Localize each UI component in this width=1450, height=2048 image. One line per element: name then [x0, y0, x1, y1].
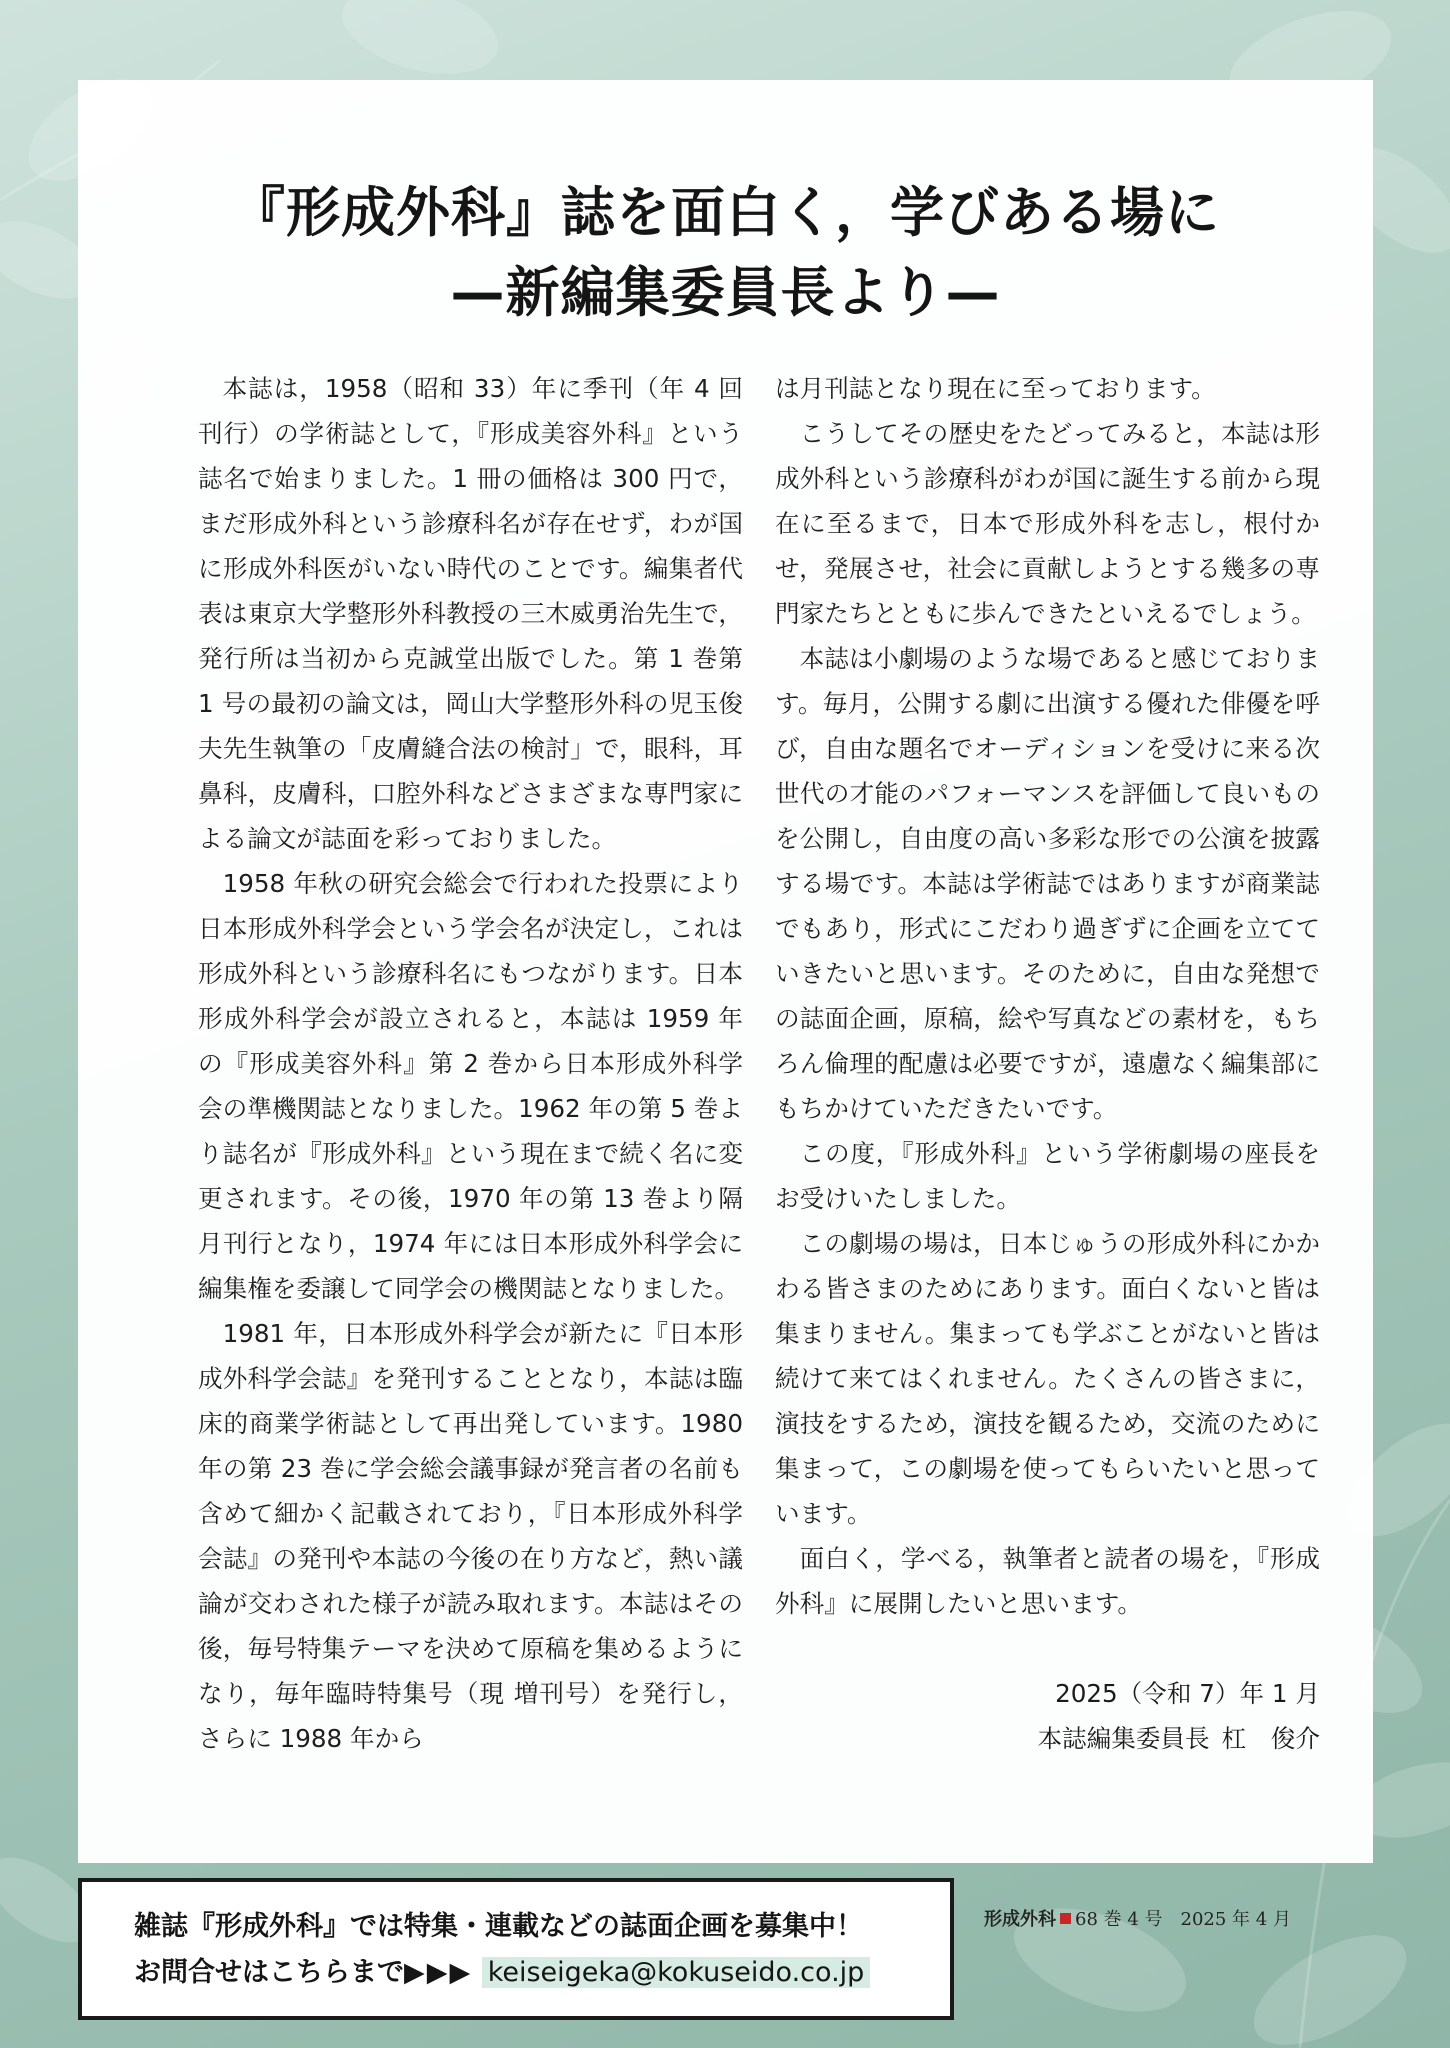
article-subtitle: —新編集委員長より—	[450, 261, 1001, 324]
left-column	[198, 366, 743, 1761]
submission-call-box	[78, 1878, 954, 2020]
arrow-icons: ▶▶▶	[404, 1957, 473, 1988]
right-column	[775, 366, 1320, 1761]
article-panel	[78, 80, 1373, 1863]
article-title: 『形成外科』誌を面白く，学びある場に	[231, 181, 1220, 244]
paragraph: 1981 年，日本形成外科学会が新たに『日本形成外科学会誌』を発刊することとなり，本誌は臨床的商業学術誌として再出発しています。1980 年の第 23 巻に学会総会議事録が発言者の名前も含めて細かく記載されており，『日本形成外科学会誌』の発刊や本誌の今後の在り方など，熱い議論が交わされた様子が読み取れます。本誌はその後，毎号特集テーマを決めて原稿を集めるようになり，毎年臨時特集号（現 増刊号）を発行し，さらに 1988 年から	[198, 1319, 743, 1753]
signature-date: 2025（令和 7）年 1 月	[1055, 1679, 1320, 1708]
paragraph: 面白く，学べる，執筆者と読者の場を，『形成外科』に展開したいと思います。	[775, 1544, 1320, 1618]
paragraph-continued: は月刊誌となり現在に至っております。	[775, 374, 1216, 403]
footer-issue: 68 巻 4 号 2025 年 4 月	[1075, 1909, 1291, 1930]
cta-line-2	[134, 1950, 950, 1996]
cta-contact-text: お問合せはこちらまで	[134, 1957, 404, 1988]
paragraph: 1958 年秋の研究会総会で行われた投票により日本形成外科学会という学会名が決定し，これは形成外科という診療科名にもつながります。日本形成外科学会が設立されると，本誌は 1959 年の『形成美容外科』第 2 巻から日本形成外科学会の準機関誌となりました。1962 年の第 5 巻より誌名が『形成外科』という現在まで続く名に変更されます。その後，1970 年の第 13 巻より隔月刊行となり，1974 年には日本形成外科学会に編集権を委譲して同学会の機関誌となりました。	[198, 869, 743, 1303]
cta-line-1: 雑誌『形成外科』では特集・連載などの誌面企画を募集中！	[134, 1911, 863, 1942]
paragraph: 本誌は，1958（昭和 33）年に季刊（年 4 回刊行）の学術誌として，『形成美容外科』という誌名で始まりました。1 冊の価格は 300 円で，まだ形成外科という診療科名が存在せず，わが国に形成外科医がいない時代のことです。編集者代表は東京大学整形外科教授の三木威勇治先生で，発行所は当初から克誠堂出版でした。第 1 巻第 1 号の最初の論文は，岡山大学整形外科の児玉俊夫先生執筆の「皮膚縫合法の検討」で，眼科，耳鼻科，皮膚科，口腔外科などさまざまな専門家による論文が誌面を彩っておりました。	[198, 374, 743, 853]
contact-email-link[interactable]: keiseigeka@kokuseido.co.jp	[482, 1957, 871, 1988]
paragraph: この度，『形成外科』という学術劇場の座長をお受けいたしました。	[775, 1139, 1320, 1213]
paragraph: 本誌は小劇場のような場であると感じております。毎月，公開する劇に出演する優れた俳優を呼び，自由な題名でオーディションを受けに来る次世代の才能のパフォーマンスを評価して良いものを公開し，自由度の高い多彩な形での公演を披露する場です。本誌は学術誌ではありますが商業誌でもあり，形式にこだわり過ぎずに企画を立てていきたいと思います。そのために，自由な発想での誌面企画，原稿，絵や写真などの素材を，もちろん倫理的配慮は必要ですが，遠慮なく編集部にもちかけていただきたいです。	[775, 644, 1320, 1123]
signature-author	[775, 1716, 1320, 1761]
paragraph: この劇場の場は，日本じゅうの形成外科にかかわる皆さまのためにあります。面白くないと皆は集まりません。集まっても学ぶことがないと皆は続けて来てはくれません。たくさんの皆さまに，演技をするため，演技を観るため，交流のために集まって，この劇場を使ってもらいたいと思っています。	[775, 1229, 1320, 1528]
footer-journal-name: 形成外科	[984, 1909, 1056, 1930]
signature-block	[775, 1671, 1320, 1761]
journal-footer	[984, 1905, 1291, 1931]
signature-role: 本誌編集委員長	[1037, 1724, 1210, 1753]
paragraph: こうしてその歴史をたどってみると，本誌は形成外科という診療科がわが国に誕生する前から現在に至るまで，日本で形成外科を志し，根付かせ，発展させ，社会に貢献しようとする幾多の専門家たちとともに歩んできたといえるでしょう。	[775, 419, 1320, 628]
red-square-icon	[1060, 1913, 1071, 1924]
signature-name: 杠 俊介	[1221, 1724, 1320, 1753]
